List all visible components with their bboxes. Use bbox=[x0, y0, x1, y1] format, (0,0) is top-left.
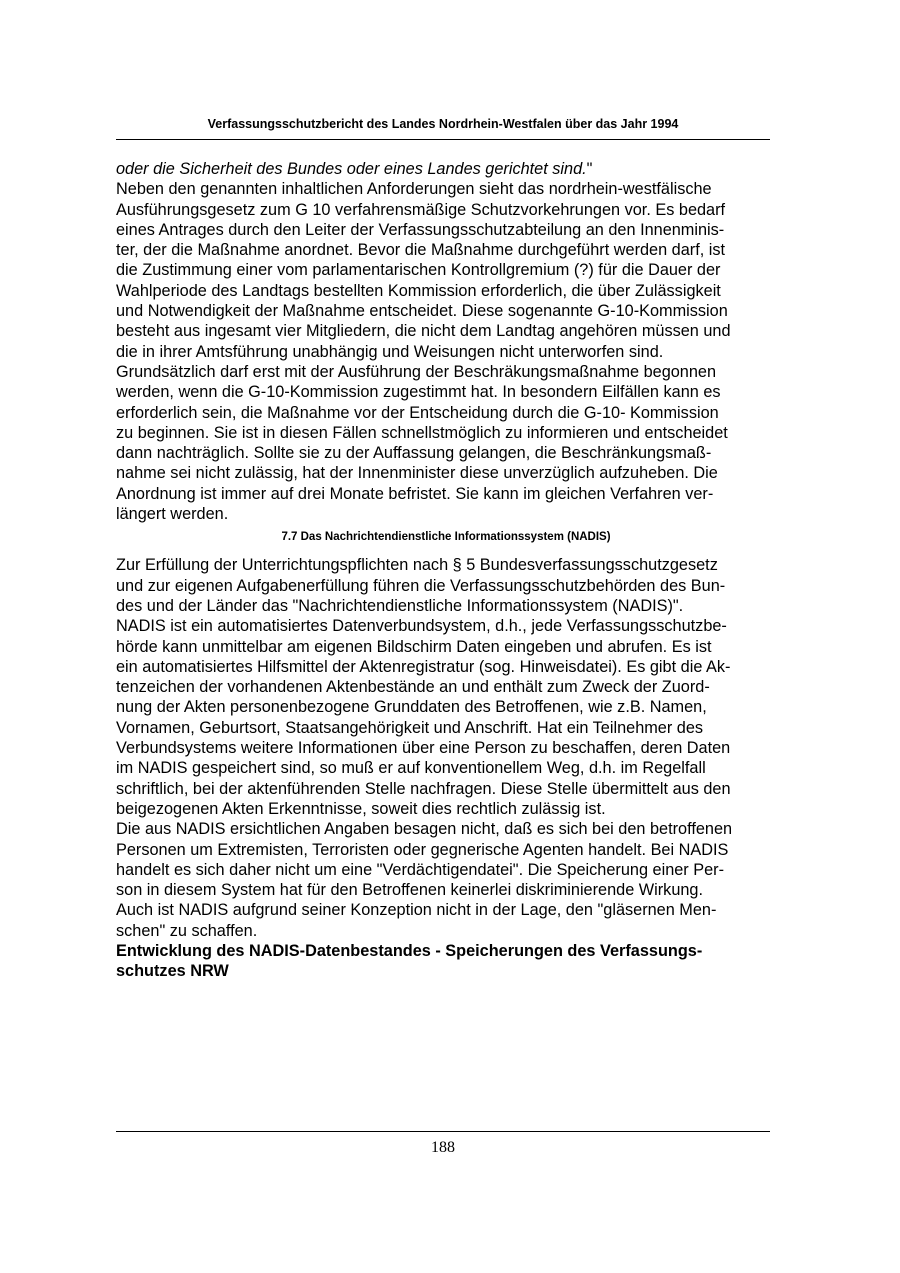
text-line: eines Antrages durch den Leiter der Verfassungsschutzabteilung an den Innenminis- bbox=[116, 220, 725, 239]
main-text bbox=[116, 159, 776, 982]
text-line: Vornamen, Geburtsort, Staatsangehörigkeit und Anschrift. Hat ein Teilnehmer des bbox=[116, 718, 704, 737]
text-line bbox=[116, 159, 776, 179]
text-line: Grundsätzlich darf erst mit der Ausführung der Beschräkungsmaßnahme begonnen bbox=[116, 362, 717, 381]
text-line: erforderlich sein, die Maßnahme vor der Entscheidung durch die G-10- Kommission bbox=[116, 403, 719, 422]
text-line: die Zustimmung einer vom parlamentarischen Kontrollgremium (?) für die Dauer der bbox=[116, 261, 721, 280]
header-divider bbox=[116, 139, 770, 140]
text-line: und Notwendigkeit der Maßnahme entscheidet. Diese sogenannte G-10-Kommission bbox=[116, 302, 728, 321]
text-line: nung der Akten personenbezogene Grunddaten des Betroffenen, wie z.B. Namen, bbox=[116, 698, 707, 717]
text-line: besteht aus ingesamt vier Mitgliedern, die nicht dem Landtag angehören müssen und bbox=[116, 322, 731, 341]
text-line: Verbundsystems weitere Informationen über eine Person zu beschaffen, deren Daten bbox=[116, 739, 731, 758]
text-line: handelt es sich daher nicht um eine "Verdächtigendatei". Die Speicherung einer Per- bbox=[116, 860, 725, 879]
text-line: Zur Erfüllung der Unterrichtungspflichten nach § 5 Bundesverfassungsschutzgesetz bbox=[116, 556, 718, 575]
subsection-heading: Entwicklung des NADIS-Datenbestandes - Speicherungen des Verfassungs- bbox=[116, 941, 703, 960]
text-line: und zur eigenen Aufgabenerfüllung führen die Verfassungsschutzbehörden des Bun- bbox=[116, 576, 726, 595]
text-line: Die aus NADIS ersichtlichen Angaben besagen nicht, daß es sich bei den betroffenen bbox=[116, 820, 733, 839]
page-number: 188 bbox=[431, 1139, 455, 1156]
text-line: nahme sei nicht zulässig, hat der Innenminister diese unverzüglich aufzuheben. Die bbox=[116, 464, 718, 483]
text-line: ter, der die Maßnahme anordnet. Bevor die Maßnahme durchgeführt werden darf, ist bbox=[116, 241, 726, 260]
text-line: längert werden. bbox=[116, 505, 229, 524]
footer-divider bbox=[116, 1131, 770, 1132]
text-line: Wahlperiode des Landtags bestellten Kommission erforderlich, die über Zulässigkeit bbox=[116, 281, 721, 300]
text-line: ein automatisiertes Hilfsmittel der Aktenregistratur (sog. Hinweisdatei). Es gibt die Ak- bbox=[116, 657, 731, 676]
text-line: zu beginnen. Sie ist in diesen Fällen schnellstmöglich zu informieren und entscheidet bbox=[116, 423, 728, 442]
page-header: Verfassungsschutzbericht des Landes Nordrhein-Westfalen über das Jahr 1994 bbox=[207, 117, 679, 131]
text-line: die in ihrer Amtsführung unabhängig und Weisungen nicht unterworfen sind. bbox=[116, 342, 664, 361]
text-line: Ausführungsgesetz zum G 10 verfahrensmäßige Schutzvorkehrungen vor. Es bedarf bbox=[116, 200, 726, 219]
text-line: beigezogenen Akten Erkenntnisse, soweit dies rechtlich zulässig ist. bbox=[116, 799, 606, 818]
text-line: son in diesem System hat für den Betroffenen keinerlei diskriminierende Wirkung. bbox=[116, 881, 704, 900]
text-line: werden, wenn die G-10-Kommission zugestimmt hat. In besondern Eilfällen kann es bbox=[116, 383, 721, 402]
closing-quote: " bbox=[586, 160, 593, 178]
text-line: schriftlich, bei der aktenführenden Stelle nachfragen. Diese Stelle übermittelt aus den bbox=[116, 779, 731, 798]
text-line: schen" zu schaffen. bbox=[116, 921, 258, 940]
text-line: NADIS ist ein automatisiertes Datenverbundsystem, d.h., jede Verfassungsschutzbe- bbox=[116, 617, 727, 636]
quote-end-italic: oder die Sicherheit des Bundes oder eines Landes gerichtet sind. bbox=[116, 160, 587, 178]
text-line: tenzeichen der vorhandenen Aktenbestände an und enthält zum Zweck der Zuord- bbox=[116, 678, 710, 697]
text-line: Neben den genannten inhaltlichen Anforderungen sieht das nordrhein-westfälische bbox=[116, 180, 712, 199]
text-line: im NADIS gespeichert sind, so muß er auf konventionellem Weg, d.h. im Regelfall bbox=[116, 759, 706, 778]
section-title: 7.7 Das Nachrichtendienstliche Informationssystem (NADIS) bbox=[281, 531, 611, 544]
text-line: hörde kann unmittelbar am eigenen Bildschirm Daten eingeben und abrufen. Es ist bbox=[116, 637, 712, 656]
text-line: Anordnung ist immer auf drei Monate befristet. Sie kann im gleichen Verfahren ver- bbox=[116, 484, 714, 503]
text-line: Personen um Extremisten, Terroristen oder gegnerische Agenten handelt. Bei NADIS bbox=[116, 840, 729, 859]
text-line: dann nachträglich. Sollte sie zu der Auffassung gelangen, die Beschränkungsmaß- bbox=[116, 444, 712, 463]
text-line: des und der Länder das "Nachrichtendienstliche Informationssystem (NADIS)". bbox=[116, 596, 684, 615]
text-line: Auch ist NADIS aufgrund seiner Konzeption nicht in der Lage, den "gläsernen Men- bbox=[116, 901, 717, 920]
subsection-heading: schutzes NRW bbox=[116, 962, 229, 981]
